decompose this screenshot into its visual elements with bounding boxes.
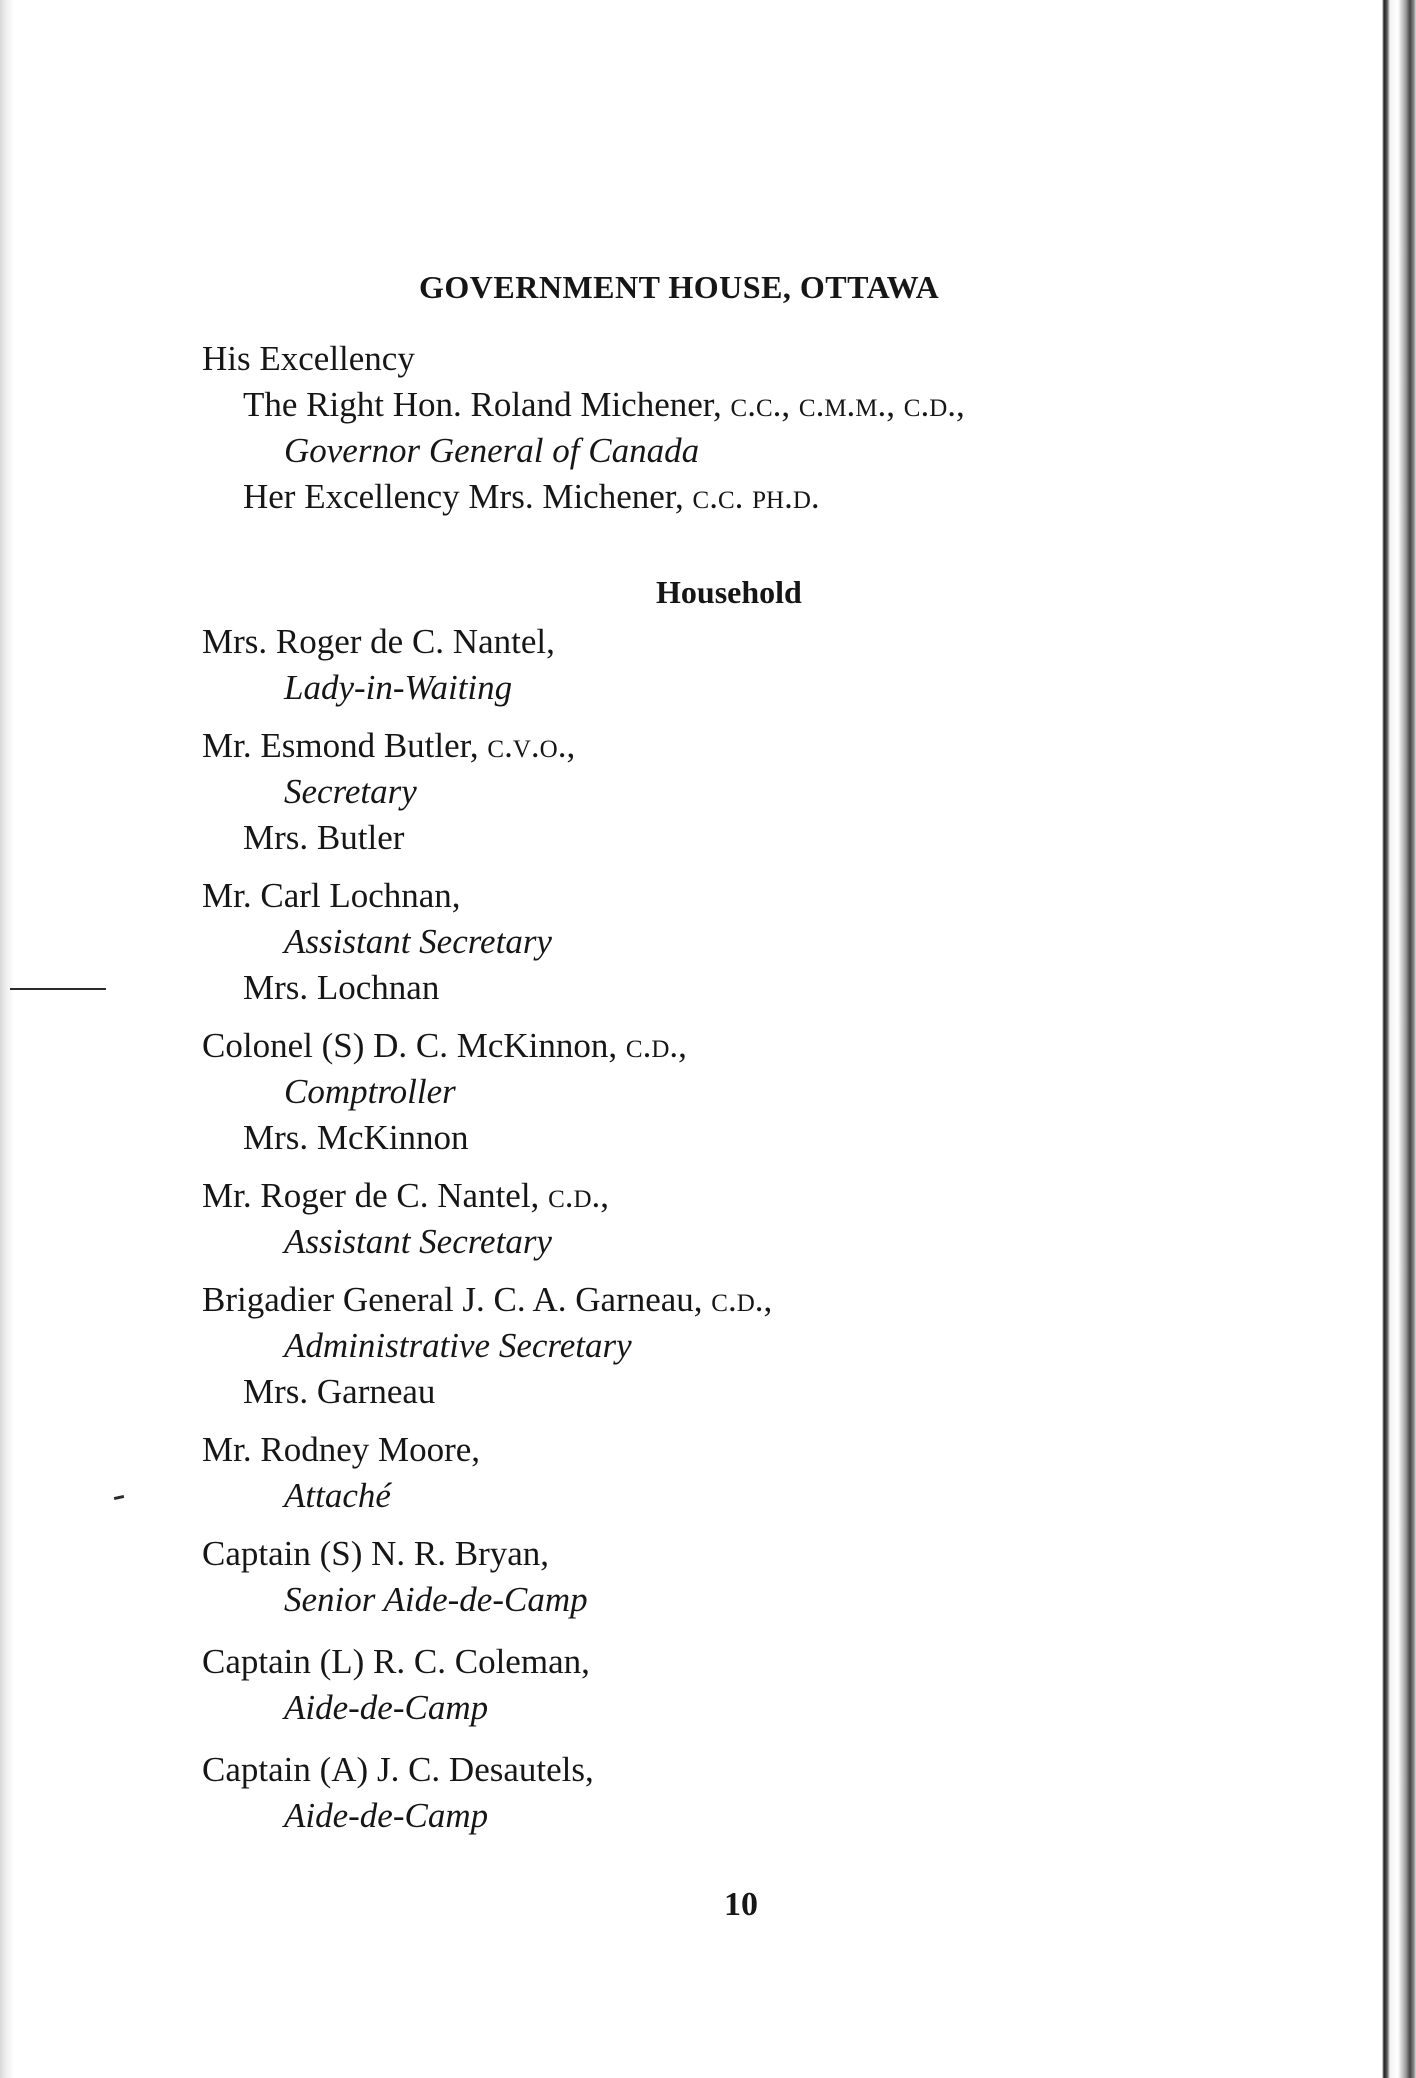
vice-regal-line-4 [243, 479, 820, 514]
entry-name: Mrs. Roger de C. Nantel, [202, 622, 555, 661]
page-number: 10 [724, 1886, 758, 1923]
section-heading: Household [656, 574, 802, 610]
entry-spouse: Mrs. Garneau [243, 1372, 436, 1411]
spouse-name: Her Excellency Mrs. Michener, [243, 477, 684, 516]
entry-name: Colonel (S) D. C. McKinnon, c.d., [202, 1026, 687, 1065]
entry-role: Assistant Secretary [284, 1222, 552, 1261]
margin-pencil-mark [10, 988, 106, 990]
entry-spouse: Mrs. McKinnon [243, 1118, 469, 1157]
entry-role: Assistant Secretary [284, 922, 552, 961]
entry-name: Captain (S) N. R. Bryan, [202, 1534, 550, 1573]
entry-name: Mr. Esmond Butler, c.v.o., [202, 726, 576, 765]
vice-regal-line-3: Governor General of Canada [284, 431, 700, 470]
governor-general-honours: c.c., c.m.m., c.d., [730, 385, 965, 424]
entry-honours: c.d., [625, 1026, 687, 1065]
entry-name: Mr. Roger de C. Nantel, c.d., [202, 1176, 610, 1215]
margin-pencil-dash [114, 1495, 124, 1500]
entry-role: Secretary [284, 772, 417, 811]
entry-name: Mr. Rodney Moore, [202, 1430, 481, 1469]
page-title: GOVERNMENT HOUSE, OTTAWA [419, 269, 940, 305]
vice-regal-line-1: His Excellency [202, 339, 415, 378]
entry-honours: c.d., [711, 1280, 773, 1319]
entry-name: Brigadier General J. C. A. Garneau, c.d., [202, 1280, 773, 1319]
entry-role: Administrative Secretary [284, 1326, 632, 1365]
scan-edge-left [0, 0, 14, 2078]
vice-regal-line-2 [243, 387, 965, 422]
entry-name: Mr. Carl Lochnan, [202, 876, 461, 915]
entry-spouse: Mrs. Lochnan [243, 968, 440, 1007]
scan-edge-right [1378, 0, 1416, 2078]
entry-role: Senior Aide-de-Camp [284, 1580, 588, 1619]
entry-name: Captain (A) J. C. Desautels, [202, 1750, 594, 1789]
entry-role: Comptroller [284, 1072, 456, 1111]
entry-role: Aide-de-Camp [284, 1688, 489, 1727]
entry-role: Lady-in-Waiting [284, 668, 513, 707]
entry-spouse: Mrs. Butler [243, 818, 405, 857]
entry-name: Captain (L) R. C. Coleman, [202, 1642, 590, 1681]
entry-role: Aide-de-Camp [284, 1796, 489, 1835]
spouse-honours: c.c. ph.d. [692, 477, 820, 516]
entry-role: Attaché [284, 1476, 391, 1515]
entry-honours: c.v.o., [487, 726, 576, 765]
entry-honours: c.d., [548, 1176, 610, 1215]
governor-general-name: The Right Hon. Roland Michener, [243, 385, 722, 424]
